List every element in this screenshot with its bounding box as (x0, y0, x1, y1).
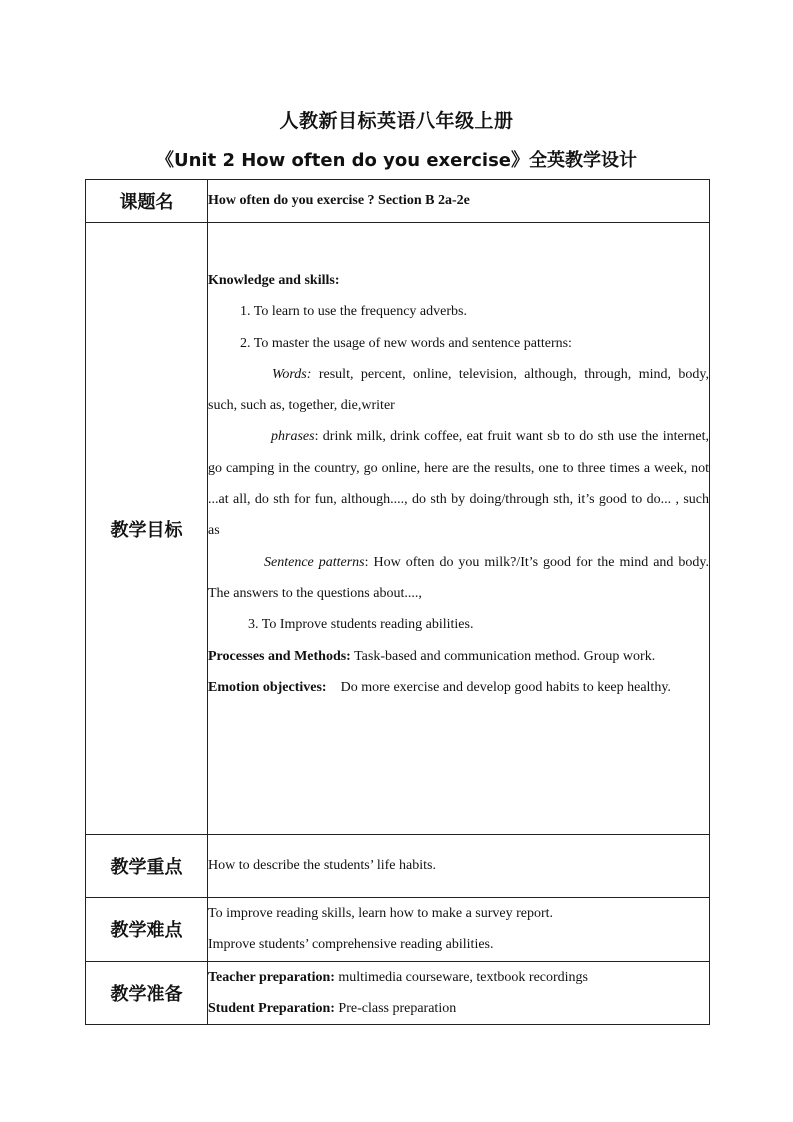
table-row-key-points (86, 835, 710, 898)
emotion-paragraph (208, 672, 709, 703)
table-row-topic (86, 180, 710, 223)
row-label-difficulties: 教学难点 (86, 898, 208, 962)
objective-item-1: 1. To learn to use the frequency adverbs. (240, 304, 467, 320)
table-row-objectives (86, 223, 710, 835)
row-label-objectives: 教学目标 (86, 223, 208, 835)
document-subtitle: 《Unit 2 How often do you exercise》全英教学设计 (155, 150, 638, 171)
document-title: 人教新目标英语八年级上册 (279, 110, 514, 132)
emotion-text: Do more exercise and develop good habits to keep healthy. (326, 679, 671, 695)
teacher-preparation-text: multimedia courseware, textbook recordings (334, 969, 588, 985)
phrases-label: phrases (271, 429, 315, 445)
teacher-preparation (208, 962, 709, 993)
phrases-text: : drink milk, drink coffee, eat fruit want sb to do sth use the internet, go camping in the country, go online, here are the results, one to three times a week, not ...at all, do sth for fun, although...., do sth by doing/through sth, it’s good to do... , such as (208, 429, 709, 539)
processes-label: Processes and Methods: (208, 648, 351, 664)
row-label-key-points: 教学重点 (86, 835, 208, 898)
words-text: result, percent, online, television, although, through, mind, body, such, such as, together, die,writer (208, 366, 709, 414)
phrases-paragraph (208, 421, 709, 546)
emotion-label: Emotion objectives: (208, 679, 327, 695)
lesson-plan-table (85, 179, 710, 1025)
sentence-label: Sentence patterns (264, 554, 365, 570)
key-points-value: How to describe the students’ life habits. (208, 835, 710, 898)
difficulties-line-1: To improve reading skills, learn how to make a survey report. (208, 906, 554, 921)
processes-paragraph (208, 641, 709, 672)
words-label: Words: (272, 366, 312, 382)
difficulties-content (208, 898, 710, 962)
difficulties-line-2: Improve students’ comprehensive reading abilities. (208, 937, 494, 953)
topic-text: How often do you exercise ? Section B 2a-2e (208, 193, 470, 209)
table-row-preparation (86, 961, 710, 1025)
student-preparation-label: Student Preparation: (208, 1000, 335, 1016)
teacher-preparation-label: Teacher preparation: (208, 969, 335, 985)
student-preparation-text: Pre-class preparation (334, 1000, 457, 1016)
student-preparation (208, 993, 709, 1024)
objective-item-2: 2. To master the usage of new words and sentence patterns: (240, 335, 572, 351)
words-paragraph (208, 359, 709, 422)
sentence-paragraph (208, 547, 709, 610)
row-label-topic: 课题名 (86, 180, 208, 223)
objective-item-3: 3. To Improve students reading abilities. (248, 617, 474, 633)
knowledge-heading: Knowledge and skills: (208, 273, 340, 288)
objectives-content (208, 223, 710, 835)
row-label-preparation: 教学准备 (86, 961, 208, 1025)
processes-text: Task-based and communication method. Group work. (350, 648, 656, 664)
preparation-content (208, 961, 710, 1025)
sentence-text: : How often do you milk?/It’s good for the mind and body. The answers to the questions about...., (208, 554, 709, 601)
topic-value (208, 180, 710, 223)
table-row-difficulties (86, 898, 710, 962)
